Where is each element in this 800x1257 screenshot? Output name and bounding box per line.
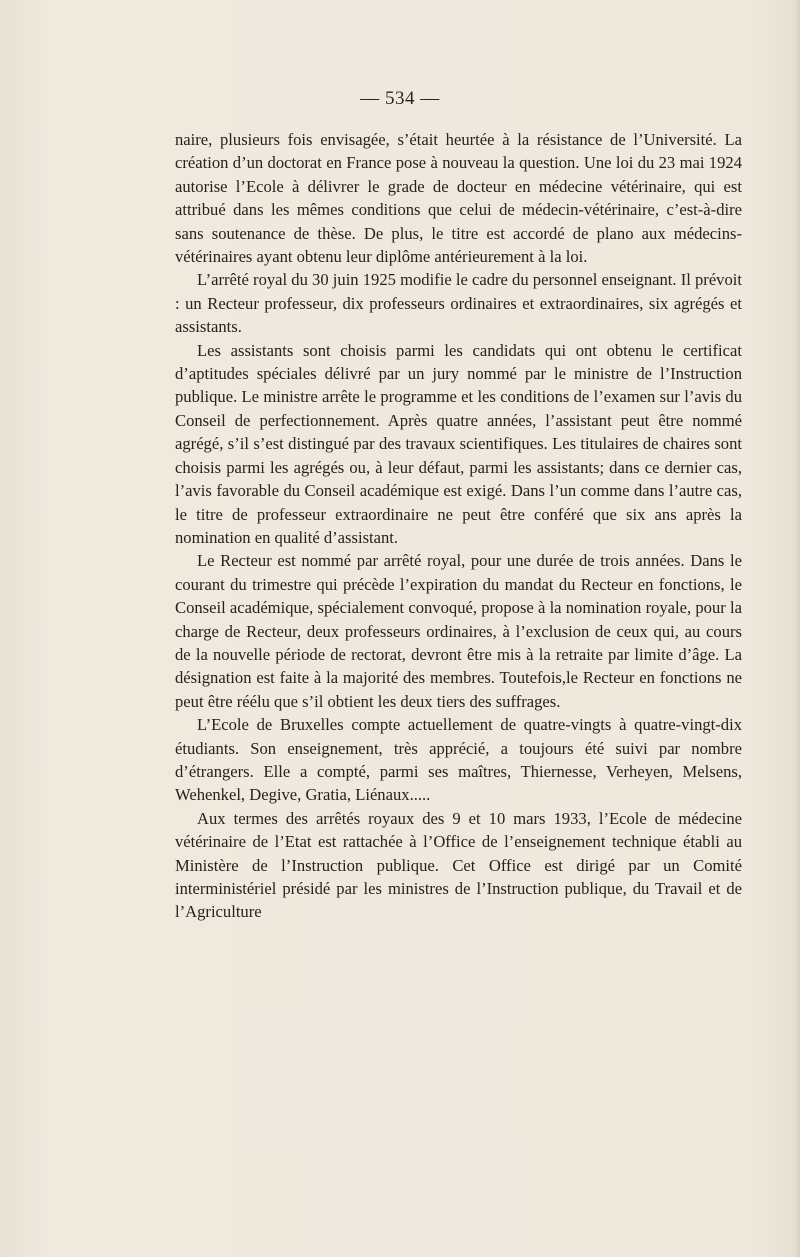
page-number: — 534 — xyxy=(360,88,440,109)
paragraph-doctorat: naire, plusieurs fois envisagée, s’était heurtée à la résistance de l’Université. La création d’un doctorat en France pose à nouveau la question. Une loi du 23 mai 1924 autorise l’Ecole à délivrer le grade de docteur en médecine vétérinaire, qui est attribué dans les mêmes conditions que celui de médecin-vétérinaire, c’est-à-dire sans soutenance de thèse. De plus, le titre est accordé de plano aux médecins-vétérinaires ayant obtenu leur diplôme antérieurement à la loi. xyxy=(175,130,742,267)
paragraph-arrete-1925: L’arrêté royal du 30 juin 1925 modifie le cadre du personnel enseignant. Il prévoit : un Recteur professeur, dix professeurs ordinaires et extraordinaires, six agrégés et assistants. xyxy=(175,270,742,337)
body-text xyxy=(175,128,742,924)
page-edge-shadow xyxy=(794,0,800,1257)
paragraph-assistants: Les assistants sont choisis parmi les candidats qui ont obtenu le certificat d’aptitudes spéciales délivré par un jury nommé par le ministre de l’Instruction publique. Le ministre arrête le programme et les conditions de l’examen sur l’avis du Conseil de perfectionnement. Après quatre années, l’assistant peut être nommé agrégé, s’il s’est distingué par des travaux scientifiques. Les titulaires de chaires sont choisis parmi les agrégés ou, à leur défaut, parmi les assistants; dans ce dernier cas, l’avis favorable du Conseil académique est exigé. Dans l’un comme dans l’autre cas, le titre de professeur extraordinaire ne peut être conféré que six ans après la nomination en qualité d’assistant. xyxy=(175,340,742,547)
paragraph-recteur: Le Recteur est nommé par arrêté royal, pour une durée de trois années. Dans le courant du trimestre qui précède l’expiration du mandat du Recteur en fonctions, le Conseil académique, spécialement convoqué, propose à la nomination royale, pour la charge de Recteur, deux professeurs ordinaires, à l’exclusion de ceux qui, au cours de la nouvelle période de rectorat, devront être mis à la retraite par limite d’âge. La désignation est faite à la majorité des membres. Toutefois,le Recteur en fonctions ne peut être réélu que s’il obtient les deux tiers des suffrages. xyxy=(175,551,742,711)
paragraph-arretes-1933: Aux termes des arrêtés royaux des 9 et 10 mars 1933, l’Ecole de médecine vétérinaire de l’Etat est rattachée à l’Office de l’enseignement technique établi au Ministère de l’Instruction publique. Cet Office est dirigé par un Comité interministériel présidé par les ministres de l’Instruction publique, du Travail et de l’Agriculture xyxy=(175,808,742,922)
paragraph-ecole-bruxelles: L’Ecole de Bruxelles compte actuellement de quatre-vingts à quatre-vingt-dix étudiants. Son enseignement, très apprécié, a toujours été suivi par nombre d’étrangers. Elle a compté, parmi ses maîtres, Thiernesse, Verheyen, Melsens, Wehenkel, Degive, Gratia, Liénaux..... xyxy=(175,715,742,805)
